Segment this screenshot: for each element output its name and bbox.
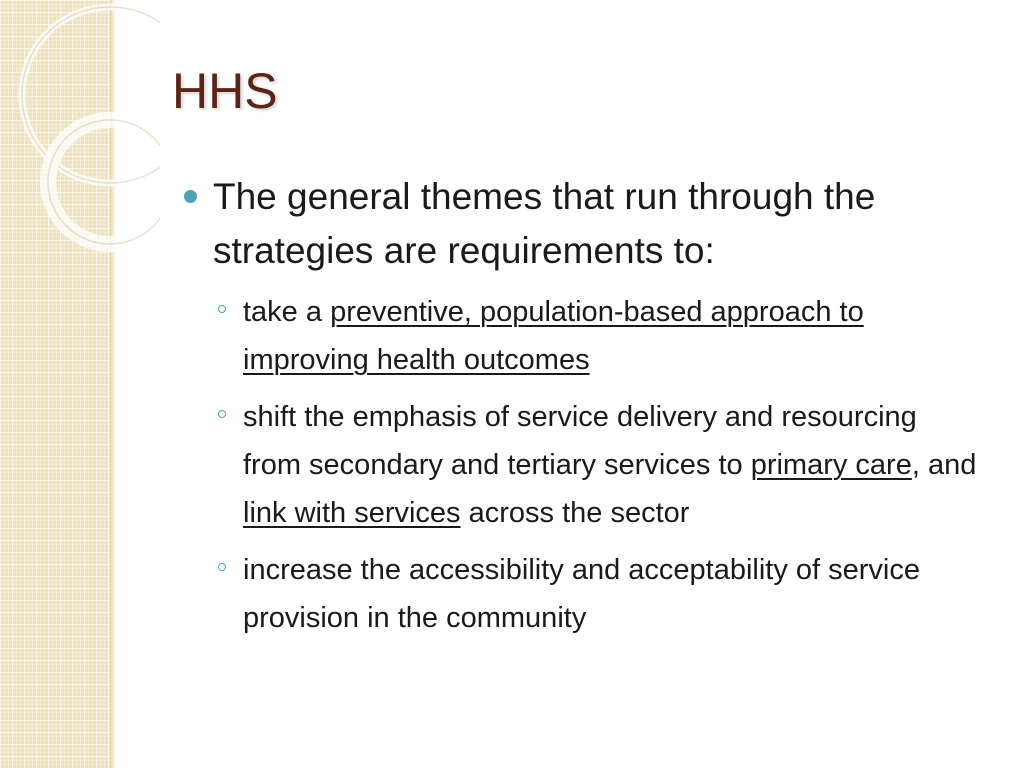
sub-bullet-1-prefix: take a: [243, 296, 331, 328]
decorative-rings: [0, 0, 160, 260]
primary-care-link[interactable]: primary care: [750, 449, 912, 481]
slide-body: [180, 170, 980, 651]
sub-bullet-2-text-3: across the sector: [460, 497, 690, 529]
main-bullet-text: The general themes that run through the strategies are requirements to:: [213, 176, 876, 271]
sub-bullet-3-text: increase the accessibility and acceptability of service provision in the community: [243, 554, 920, 634]
preventive-approach-link[interactable]: preventive, population-based approach to improving health outcomes: [243, 296, 864, 376]
sub-bullet-2-text-2: , and: [911, 449, 977, 481]
sub-bullet-item-3: [180, 546, 980, 642]
main-bullet-item: [180, 170, 980, 278]
slide-title: HHS: [172, 63, 278, 119]
hollow-bullet-icon: [218, 410, 226, 418]
link-with-services-link[interactable]: link with services: [243, 497, 461, 529]
sub-bullet-item-1: [180, 288, 980, 384]
filled-bullet-icon: [184, 190, 197, 203]
hollow-bullet-icon: [218, 563, 226, 571]
hollow-bullet-icon: [218, 305, 226, 313]
sub-bullet-item-2: [180, 393, 980, 537]
sub-bullet-2-text-1: shift the emphasis of service delivery and resourcing from secondary and tertiary services to: [243, 401, 917, 481]
